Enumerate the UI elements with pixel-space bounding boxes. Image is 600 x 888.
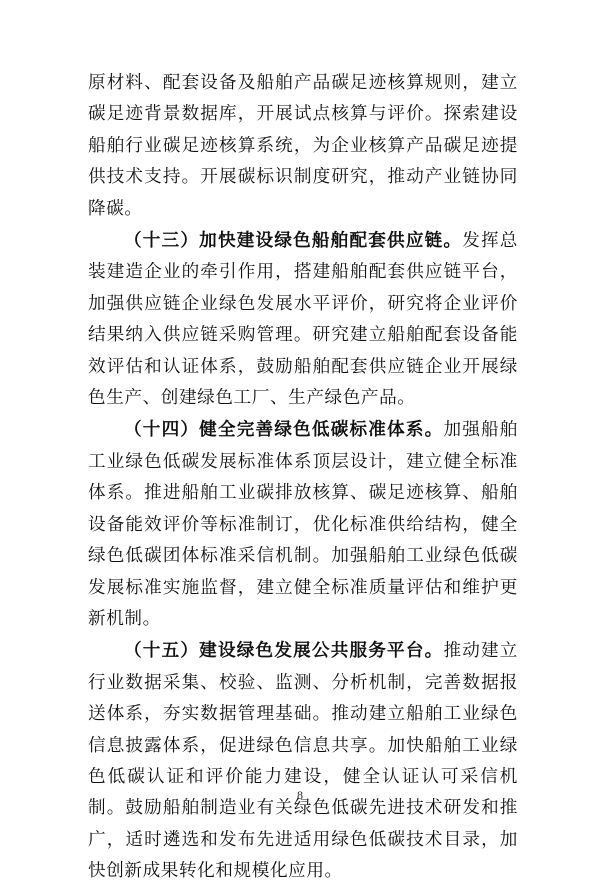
section-heading: （十三）加快建设绿色船舶配套供应链。 bbox=[124, 230, 463, 252]
paragraph-text: 原材料、配套设备及船舶产品碳足迹核算规则，建立碳足迹背景数据库，开展试点核算与评价。探索建设船舶行业碳足迹核算系统，为企业核算产品碳足迹提供技术支持。开展碳标识制度研究，推动产业链协同降碳。 bbox=[88, 73, 518, 219]
paragraph-continuation bbox=[88, 68, 518, 225]
paragraph-text: 加强船舶工业绿色低碳发展标准体系顶层设计，建立健全标准体系。推进船舶工业碳排放核算、碳足迹核算、船舶设备能效评价等标准制订，优化标准供给结构，健全绿色低碳团体标准采信机制。加强船舶工业绿色低碳发展标准实施监督，建立健全标准质量评估和维护更新机制。 bbox=[88, 420, 519, 629]
body-text bbox=[88, 68, 518, 888]
page-number: 8 bbox=[297, 788, 303, 802]
section-heading: （十五）建设绿色发展公共服务平台。 bbox=[124, 640, 444, 662]
section-heading: （十四）健全完善绿色低碳标准体系。 bbox=[124, 419, 444, 441]
paragraph-section-14 bbox=[88, 414, 518, 635]
paragraph-text: 推动建立行业数据采集、校验、监测、分析机制，完善数据报送体系，夯实数据管理基础。推动建立船舶工业绿色信息披露体系，促进绿色信息共享。加快船舶工业绿色低碳认证和评价能力建设，健全认证认可采信机制。鼓励船舶制造业有关绿色低碳先进技术研发和推广，适时遴选和发布先进适用绿色低碳技术目录，加快创新成果转化和规模化应用。 bbox=[88, 641, 519, 882]
paragraph-section-13 bbox=[88, 225, 518, 414]
paragraph-text: 发挥总装建造企业的牵引作用，搭建船舶配套供应链平台，加强供应链企业绿色发展水平评价，研究将企业评价结果纳入供应链采购管理。研究建立船舶配套设备能效评估和认证体系，鼓励船舶配套供应链企业开展绿色生产、创建绿色工厂、生产绿色产品。 bbox=[88, 231, 518, 409]
paragraph-section-15 bbox=[88, 635, 518, 887]
